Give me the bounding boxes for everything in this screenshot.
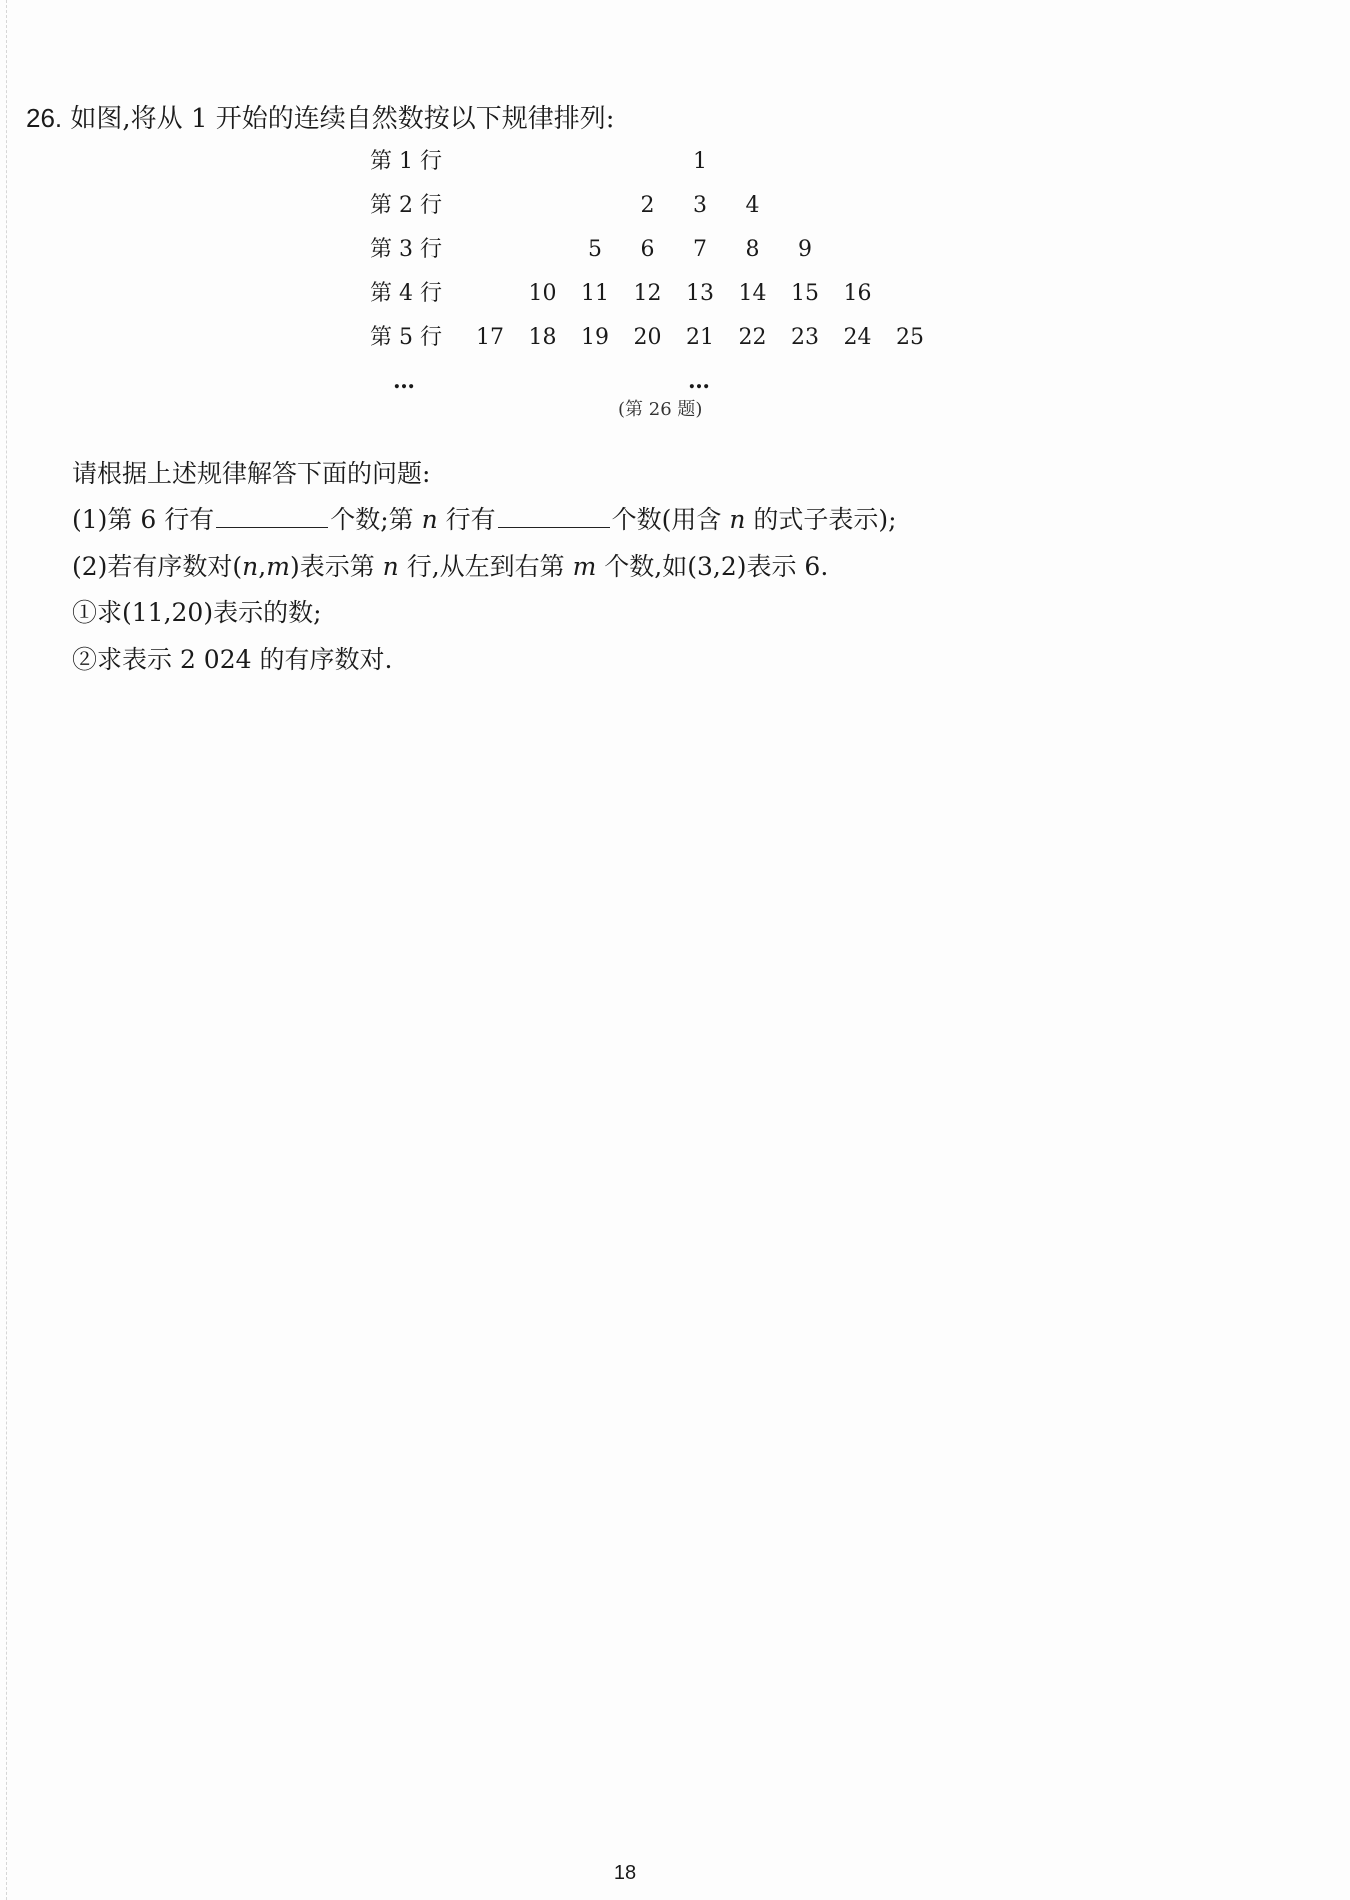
figure-number: 10 [528, 281, 557, 306]
figure-number: 24 [843, 325, 872, 350]
figure-number: 17 [476, 325, 504, 350]
sub-question-2: ②求表示 2 024 的有序数对. [72, 645, 393, 674]
figure-number: 1 [693, 149, 707, 174]
figure-number: 2 [640, 193, 655, 218]
q2-part-c: 行,从左到右第 [398, 552, 573, 581]
problem-number: 26. [26, 103, 63, 133]
prompt-line: 请根据上述规律解答下面的问题: [72, 459, 431, 488]
question-2 [72, 549, 828, 585]
answer-blank-rown[interactable] [498, 503, 610, 528]
row-label: 第 3 行 [370, 237, 442, 262]
var-n: n [242, 552, 259, 581]
row-label: 第 2 行 [370, 193, 442, 218]
figure-number: 12 [633, 281, 662, 306]
q2-part-a: (2)若有序数对( [72, 552, 243, 581]
figure-number: 9 [798, 237, 812, 262]
figure-number: 8 [745, 237, 760, 262]
page-edge [6, 0, 7, 1900]
q1-part-b: 个数;第 [330, 505, 422, 534]
question-1 [72, 502, 897, 538]
var-n: n [382, 552, 399, 581]
figure-number: 13 [686, 281, 714, 306]
numbers-ellipsis: … [688, 368, 711, 394]
figure-number: 7 [693, 237, 707, 262]
var-n: n [729, 505, 746, 534]
figure-number: 19 [581, 325, 609, 350]
figure-number: 3 [693, 193, 707, 218]
figure-caption: (第 26 题) [618, 399, 703, 420]
var-n: n [421, 505, 438, 534]
figure-number: 6 [640, 237, 655, 262]
sub-question-1: ①求(11,20)表示的数; [72, 598, 322, 627]
q2-part-b: )表示第 [289, 552, 383, 581]
row-label: 第 4 行 [370, 281, 442, 306]
figure-number: 23 [791, 325, 819, 350]
q1-part-e: 的式子表示); [745, 505, 897, 534]
q1-part-d: 个数(用含 [611, 505, 730, 534]
figure-number: 25 [896, 325, 924, 350]
figure-number: 22 [738, 325, 767, 350]
figure-number: 20 [633, 325, 662, 350]
q1-part-a: (1)第 6 行有 [72, 505, 215, 534]
figure-number: 5 [588, 237, 602, 262]
var-m: m [266, 552, 290, 581]
figure-number: 11 [581, 281, 609, 306]
figure-number: 18 [528, 325, 557, 350]
row-label: 第 5 行 [370, 325, 442, 350]
var-m: m [572, 552, 597, 581]
figure-number: 21 [686, 325, 714, 350]
figure-number: 14 [738, 281, 767, 306]
figure-number: 4 [745, 193, 760, 218]
rows-ellipsis: … [393, 368, 416, 394]
answer-blank-row6[interactable] [216, 503, 328, 528]
q2-part-d: 个数,如(3,2)表示 6. [596, 552, 829, 581]
figure-number: 16 [843, 281, 872, 306]
page-number: 18 [613, 1862, 637, 1884]
q1-part-c: 行有 [437, 505, 496, 534]
problem-intro: 如图,将从 1 开始的连续自然数按以下规律排列: [70, 104, 615, 134]
figure-number: 15 [791, 281, 819, 306]
row-label: 第 1 行 [370, 149, 442, 174]
q2-comma: , [258, 552, 267, 581]
problem-title [26, 100, 615, 137]
